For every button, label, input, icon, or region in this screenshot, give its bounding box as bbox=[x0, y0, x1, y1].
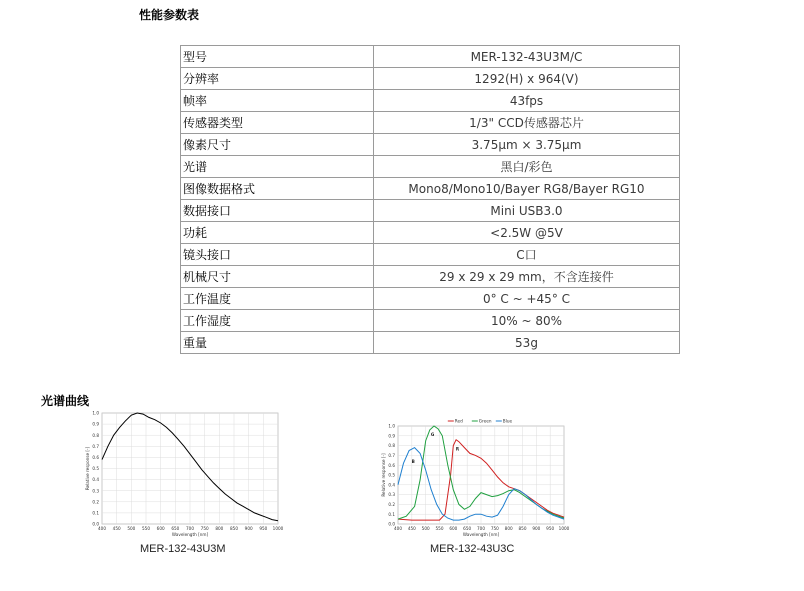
spec-row bbox=[181, 332, 680, 354]
x-tick-label: 450 bbox=[112, 526, 121, 531]
spec-key: 帧率 bbox=[181, 90, 374, 112]
mono-response-chart bbox=[86, 405, 286, 542]
spec-key: 机械尺寸 bbox=[181, 266, 374, 288]
legend-label: Red bbox=[454, 418, 463, 424]
spec-table bbox=[180, 45, 680, 354]
color-response-chart bbox=[378, 412, 570, 540]
x-tick-label: 600 bbox=[449, 526, 458, 531]
x-tick-label: 500 bbox=[421, 526, 430, 531]
x-tick-label: 450 bbox=[407, 526, 416, 531]
spec-value: <2.5W @5V bbox=[374, 222, 680, 244]
spec-row bbox=[181, 90, 680, 112]
y-tick-label: 1.0 bbox=[92, 410, 99, 416]
y-tick-label: 0.3 bbox=[388, 492, 395, 498]
peak-marker-label: R bbox=[455, 446, 460, 452]
color-chart-caption: MER-132-43U3C bbox=[430, 543, 515, 555]
x-tick-label: 400 bbox=[394, 526, 402, 531]
spec-value: Mini USB3.0 bbox=[374, 200, 680, 222]
x-axis-label: Wavelength [nm] bbox=[171, 532, 209, 537]
y-tick-label: 0.9 bbox=[92, 421, 99, 427]
y-tick-label: 0.9 bbox=[388, 433, 395, 439]
spec-row bbox=[181, 266, 680, 288]
y-tick-label: 0.4 bbox=[388, 482, 395, 488]
y-tick-label: 0.2 bbox=[388, 502, 395, 507]
x-tick-label: 750 bbox=[490, 526, 499, 531]
spec-key: 像素尺寸 bbox=[181, 134, 374, 156]
spec-row bbox=[181, 244, 680, 266]
spec-value: MER-132-43U3M/C bbox=[374, 46, 680, 68]
spec-value: 3.75μm × 3.75μm bbox=[374, 134, 680, 156]
spec-row bbox=[181, 178, 680, 200]
spec-value: 1292(H) x 964(V) bbox=[374, 68, 680, 90]
y-tick-label: 0.4 bbox=[92, 477, 99, 483]
spec-key: 重量 bbox=[181, 332, 374, 354]
y-tick-label: 0.7 bbox=[388, 453, 395, 458]
spec-value: Mono8/Mono10/Bayer RG8/Bayer RG10 bbox=[374, 178, 680, 200]
x-tick-label: 650 bbox=[171, 526, 180, 531]
spec-value: 0° C ~ +45° C bbox=[374, 288, 680, 310]
x-tick-label: 800 bbox=[215, 526, 224, 531]
spec-key: 传感器类型 bbox=[181, 112, 374, 134]
spec-row bbox=[181, 112, 680, 134]
spec-key: 数据接口 bbox=[181, 200, 374, 222]
y-tick-label: 0.5 bbox=[388, 472, 395, 478]
legend-label: Green bbox=[478, 418, 492, 424]
x-tick-label: 700 bbox=[186, 526, 194, 531]
y-axis-label: Relative response [-] bbox=[85, 446, 90, 491]
x-tick-label: 850 bbox=[230, 526, 238, 531]
y-tick-label: 0.1 bbox=[92, 510, 99, 516]
y-tick-label: 0.7 bbox=[92, 443, 99, 449]
spec-row bbox=[181, 46, 680, 68]
spec-key: 型号 bbox=[181, 46, 374, 68]
spec-key: 光谱 bbox=[181, 156, 374, 178]
y-tick-label: 0.8 bbox=[92, 432, 99, 438]
mono-chart-caption: MER-132-43U3M bbox=[140, 543, 226, 555]
spec-row bbox=[181, 156, 680, 178]
x-axis-label: Wavelength [nm] bbox=[462, 532, 500, 537]
x-tick-label: 1000 bbox=[558, 526, 570, 531]
spec-key: 镜头接口 bbox=[181, 244, 374, 266]
x-tick-label: 750 bbox=[200, 526, 209, 531]
y-tick-label: 0.0 bbox=[388, 521, 395, 527]
y-tick-label: 0.6 bbox=[92, 455, 99, 460]
x-tick-label: 800 bbox=[504, 526, 513, 531]
spec-row bbox=[181, 288, 680, 310]
x-tick-label: 400 bbox=[98, 526, 106, 531]
x-tick-label: 950 bbox=[546, 526, 555, 531]
x-tick-label: 650 bbox=[463, 526, 472, 531]
spec-row bbox=[181, 200, 680, 222]
y-axis-label: Relative response [-] bbox=[381, 453, 386, 497]
y-tick-label: 0.1 bbox=[388, 511, 395, 517]
peak-marker-label: B bbox=[411, 459, 415, 465]
legend-label: Blue bbox=[502, 418, 513, 424]
x-tick-label: 550 bbox=[142, 526, 150, 531]
y-tick-label: 0.0 bbox=[92, 521, 99, 527]
spec-value: 10% ~ 80% bbox=[374, 310, 680, 332]
y-tick-label: 1.0 bbox=[388, 423, 395, 429]
spec-row bbox=[181, 222, 680, 244]
x-tick-label: 550 bbox=[435, 526, 444, 531]
spec-row bbox=[181, 68, 680, 90]
x-tick-label: 900 bbox=[532, 526, 541, 531]
spec-value: 29 x 29 x 29 mm，不含连接件 bbox=[374, 266, 680, 288]
spec-key: 工作温度 bbox=[181, 288, 374, 310]
spec-row bbox=[181, 310, 680, 332]
spec-value: 1/3" CCD传感器芯片 bbox=[374, 112, 680, 134]
spec-value: 43fps bbox=[374, 90, 680, 112]
x-tick-label: 900 bbox=[244, 526, 253, 531]
spec-key: 分辨率 bbox=[181, 68, 374, 90]
spec-key: 功耗 bbox=[181, 222, 374, 244]
spec-table-title: 性能参数表 bbox=[139, 8, 200, 22]
x-tick-label: 500 bbox=[127, 526, 136, 531]
x-tick-label: 600 bbox=[156, 526, 165, 531]
peak-marker-label: G bbox=[430, 431, 435, 437]
spectrum-title: 光谱曲线 bbox=[41, 394, 90, 408]
spec-value: 黑白/彩色 bbox=[374, 156, 680, 178]
x-tick-label: 700 bbox=[477, 526, 485, 531]
spec-row bbox=[181, 134, 680, 156]
y-tick-label: 0.5 bbox=[92, 466, 99, 472]
x-tick-label: 1000 bbox=[272, 526, 284, 531]
spec-key: 图像数据格式 bbox=[181, 178, 374, 200]
spec-key: 工作湿度 bbox=[181, 310, 374, 332]
x-tick-label: 950 bbox=[259, 526, 268, 531]
spec-value: 53g bbox=[374, 332, 680, 354]
y-tick-label: 0.6 bbox=[388, 462, 395, 468]
y-tick-label: 0.8 bbox=[388, 443, 395, 449]
y-tick-label: 0.3 bbox=[92, 488, 99, 494]
spec-value: C口 bbox=[374, 244, 680, 266]
x-tick-label: 850 bbox=[518, 526, 527, 531]
y-tick-label: 0.2 bbox=[92, 499, 99, 505]
